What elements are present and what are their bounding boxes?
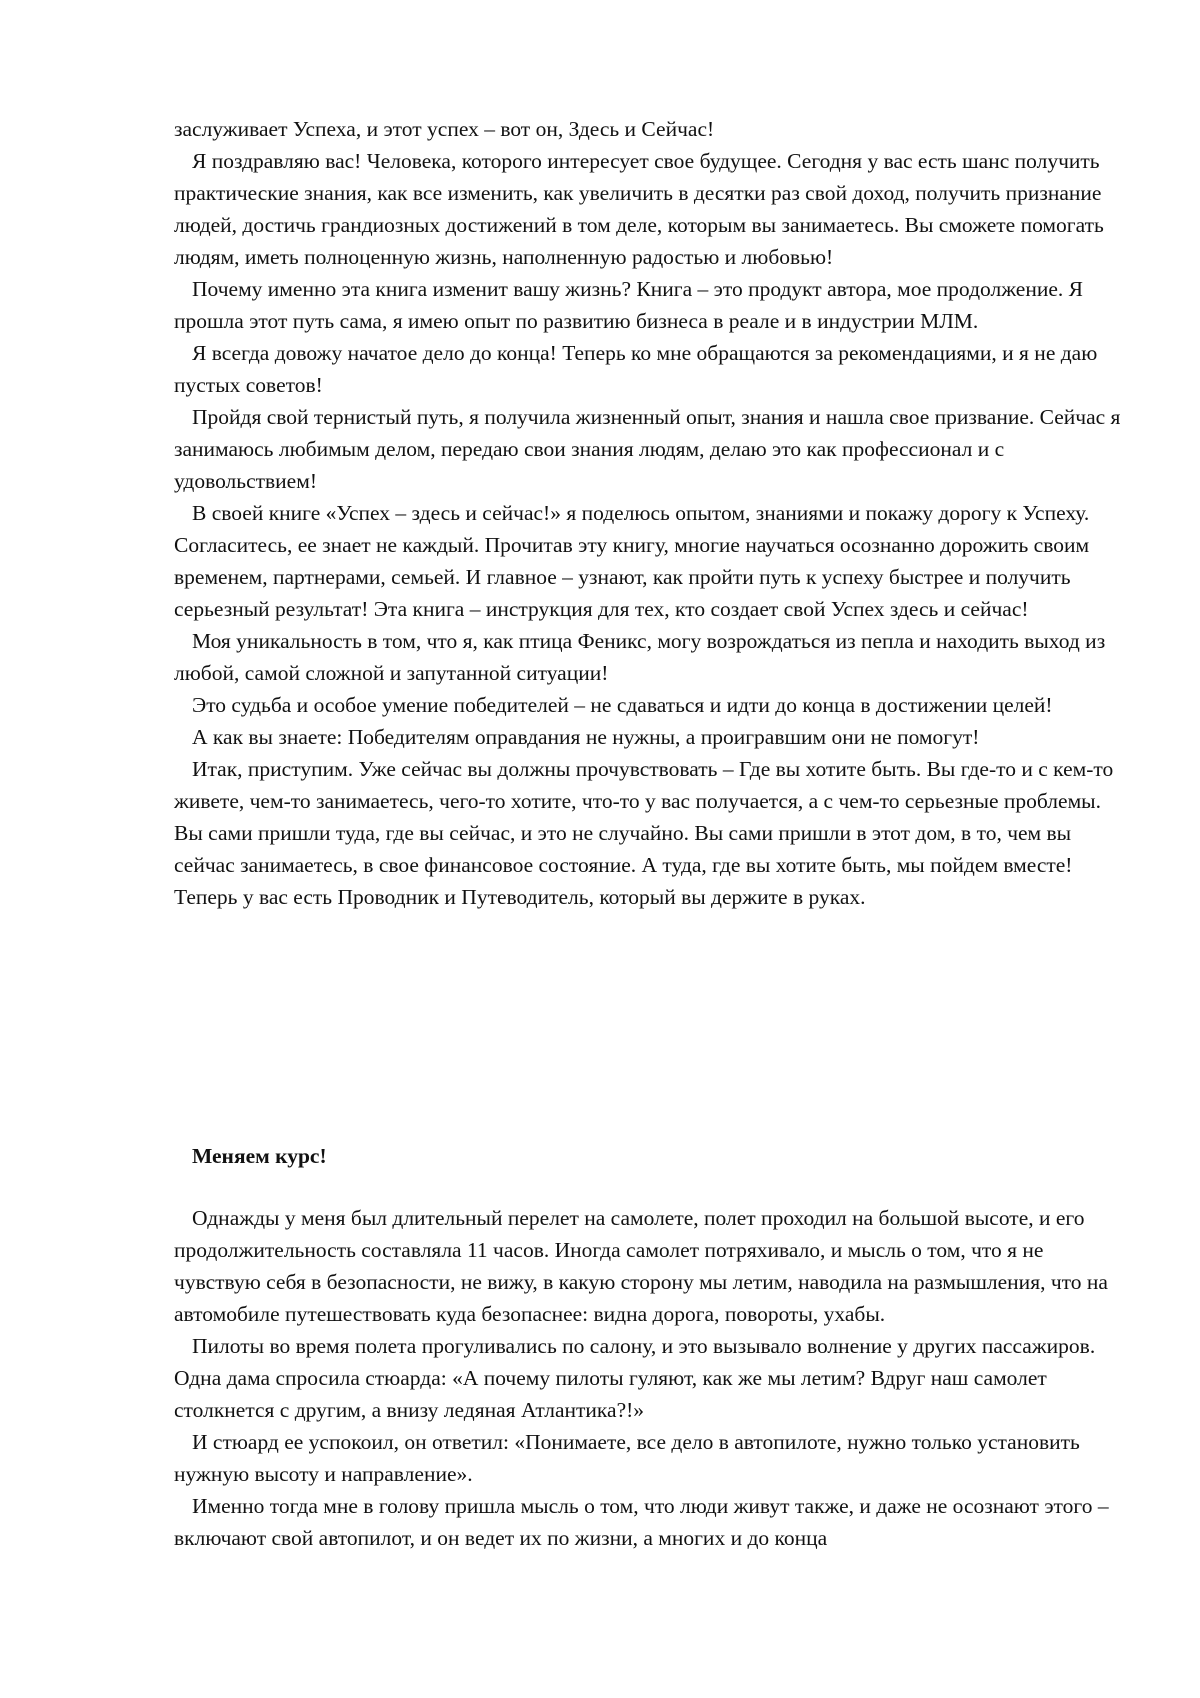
paragraph: И стюард ее успокоил, он ответил: «Понимаете, все дело в автопилоте, нужно только установить нужную высоту и направление». — [174, 1430, 1080, 1486]
paragraph: заслуживает Успеха, и этот успех – вот он, Здесь и Сейчас! — [174, 117, 715, 141]
intro-text — [174, 113, 1134, 913]
section-text — [174, 1202, 1134, 1554]
paragraph: Пройдя свой тернистый путь, я получила жизненный опыт, знания и нашла свое призвание. Сейчас я занимаюсь любимым делом, передаю свои знания людям, делаю это как профессионал и с удовольствием! — [174, 405, 1121, 493]
paragraph: Моя уникальность в том, что я, как птица Феникс, могу возрождаться из пепла и находить выход из любой, самой сложной и запутанной ситуации! — [174, 629, 1106, 685]
paragraph: Итак, приступим. Уже сейчас вы должны прочувствовать – Где вы хотите быть. Вы где-то и с кем-то живете, чем-то занимаетесь, чего-то хотите, что-то у вас получается, а с чем-то серьезные проблемы. Вы сами пришли туда, где вы сейчас, и это не случайно. Вы сами пришли в этот дом, в то, чем вы сейчас занимаетесь, в свое финансовое состояние. А туда, где вы хотите быть, мы пойдем вместе! Теперь у вас есть Проводник и Путеводитель, который вы держите в руках. — [174, 757, 1114, 909]
paragraph: Однажды у меня был длительный перелет на самолете, полет проходил на большой высоте, и его продолжительность составляла 11 часов. Иногда самолет потряхивало, и мысль о том, что я не чувствую себя в безопасности, не вижу, в какую сторону мы летим, наводила на размышления, что на автомобиле путешествовать куда безопаснее: видна дорога, повороты, ухабы. — [174, 1206, 1108, 1326]
paragraph: Именно тогда мне в голову пришла мысль о том, что люди живут также, и даже не осознают этого – включают свой автопилот, и он ведет их по жизни, а многих и до конца — [174, 1494, 1109, 1550]
paragraph: Почему именно эта книга изменит вашу жизнь? Книга – это продукт автора, мое продолжение. Я прошла этот путь сама, я имею опыт по развитию бизнеса в реале и в индустрии МЛМ. — [174, 277, 1083, 333]
paragraph: Я поздравляю вас! Человека, которого интересует свое будущее. Сегодня у вас есть шанс получить практические знания, как все изменить, как увеличить в десятки раз свой доход, получить признание людей, достичь грандиозных достижений в том деле, которым вы занимаетесь. Вы сможете помогать людям, иметь полноценную жизнь, наполненную радостью и любовью! — [174, 149, 1104, 269]
paragraph: А как вы знаете: Победителям оправдания не нужны, а проигравшим они не помогут! — [192, 725, 980, 749]
paragraph: В своей книге «Успех – здесь и сейчас!» я поделюсь опытом, знаниями и покажу дорогу к Успеху. Согласитесь, ее знает не каждый. Прочитав эту книгу, многие научаться осознанно дорожить своим временем, партнерами, семьей. И главное – узнают, как пройти путь к успеху быстрее и получить серьезный результат! Эта книга – инструкция для тех, кто создает свой Успех здесь и сейчас! — [174, 501, 1090, 621]
paragraph: Это судьба и особое умение победителей – не сдаваться и идти до конца в достижении целей! — [192, 693, 1053, 717]
paragraph: Пилоты во время полета прогуливались по салону, и это вызывало волнение у других пассажиров. Одна дама спросила стюарда: «А почему пилоты гуляют, как же мы летим? Вдруг наш самолет столкнется с другим, а внизу ледяная Атлантика?!» — [174, 1334, 1096, 1422]
section-heading: Меняем курс! — [192, 1144, 327, 1168]
paragraph: Я всегда довожу начатое дело до конца! Теперь ко мне обращаются за рекомендациями, и я не даю пустых советов! — [174, 341, 1098, 397]
